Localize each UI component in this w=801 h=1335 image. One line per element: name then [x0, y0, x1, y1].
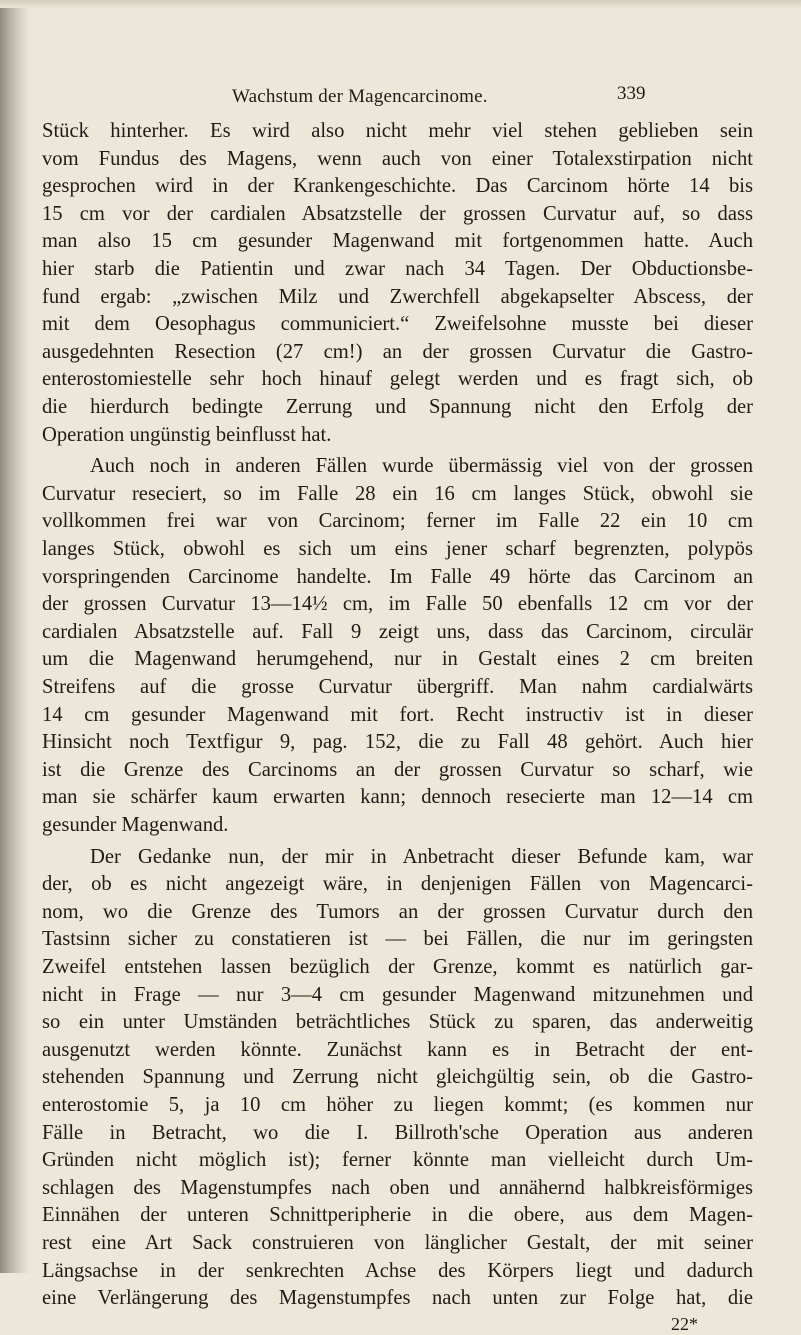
- text-line: nicht in Frage — nur 3—4 cm gesunder Magenwand mitzunehmen und: [42, 983, 753, 1006]
- text-line: 15 cm vor der cardialen Absatzstelle der grossen Curvatur auf, so dass: [42, 202, 753, 225]
- text-line: gesprochen wird in der Krankengeschichte. Das Carcinom hörte 14 bis: [42, 175, 753, 198]
- text-line: Tastsinn sicher zu constatieren ist — bei Fällen, die nur im geringsten: [42, 928, 753, 951]
- text-line: so ein unter Umständen beträchtliches Stück zu sparen, das anderweitig: [42, 1011, 753, 1034]
- text-line: Curvatur reseciert, so im Falle 28 ein 16 cm langes Stück, obwohl sie: [42, 482, 753, 505]
- text-line: ausgedehnten Resection (27 cm!) an der grossen Curvatur die Gastro-: [42, 340, 753, 363]
- text-line: Stück hinterher. Es wird also nicht mehr viel stehen geblieben sein: [42, 120, 753, 142]
- text-line: Auch noch in anderen Fällen wurde übermässig viel von der grossen: [90, 455, 753, 478]
- text-line: fund ergab: „zwischen Milz und Zwerchfell abgekapselter Abscess, der: [42, 285, 753, 308]
- text-line: man sie schärfer kaum erwarten kann; dennoch resecierte man 12—14 cm: [42, 786, 753, 809]
- text-line: man also 15 cm gesunder Magenwand mit fortgenommen hatte. Auch: [42, 230, 753, 253]
- text-line: 14 cm gesunder Magenwand mit fort. Recht instructiv ist in dieser: [42, 703, 753, 726]
- text-line: Streifens auf die grosse Curvatur übergriff. Man nahm cardialwärts: [42, 676, 753, 698]
- text-line: der grossen Curvatur 13—14½ cm, im Falle 50 ebenfalls 12 cm vor der: [42, 593, 753, 616]
- text-line: stehenden Spannung und Zerrung nicht gleichgültig sein, ob die Gastro-: [42, 1066, 753, 1089]
- running-title: Wachstum der Magencarcinome.: [232, 86, 488, 107]
- text-line: rest eine Art Sack construieren von länglicher Gestalt, der mit seiner: [42, 1232, 753, 1254]
- text-line: Hinsicht noch Textfigur 9, pag. 152, die zu Fall 48 gehört. Auch hier: [42, 731, 753, 754]
- text-line: vom Fundus des Magens, wenn auch von einer Totalexstirpation nicht: [42, 147, 753, 170]
- text-line: cardialen Absatzstelle auf. Fall 9 zeigt uns, dass das Carcinom, circulär: [42, 620, 753, 643]
- text-line: die hierdurch bedingte Zerrung und Spannung nicht den Erfolg der: [42, 396, 753, 418]
- page-number: 339: [617, 83, 646, 104]
- text-line: Operation ungünstig beinflusst hat.: [42, 423, 332, 446]
- text-line: mit dem Oesophagus communiciert.“ Zweifelsohne musste bei dieser: [42, 313, 753, 336]
- text-line: um die Magenwand herumgehend, nur in Gestalt eines 2 cm breiten: [42, 648, 753, 671]
- signature-mark: 22*: [671, 1313, 698, 1334]
- text-line: Der Gedanke nun, der mir in Anbetracht dieser Befunde kam, war: [90, 845, 753, 868]
- text-line: Fälle in Betracht, wo die I. Billroth'sche Operation aus anderen: [42, 1121, 753, 1144]
- text-line: eine Verlängerung des Magenstumpfes nach unten zur Folge hat, die: [42, 1287, 753, 1310]
- text-line: vorspringenden Carcinome handelte. Im Falle 49 hörte das Carcinom an: [42, 565, 753, 588]
- text-line: Zweifel entstehen lassen bezüglich der Grenze, kommt es natürlich gar-: [42, 956, 753, 978]
- text-line: langes Stück, obwohl es sich um eins jener scharf begrenzten, polypös: [42, 538, 753, 560]
- text-line: hier starb die Patientin und zwar nach 34 Tagen. Der Obductionsbe-: [42, 258, 753, 280]
- text-line: Gründen nicht möglich ist); ferner könnte man vielleicht durch Um-: [42, 1149, 753, 1172]
- text-line: enterostomiestelle sehr hoch hinauf gelegt werden und es fragt sich, ob: [42, 368, 753, 391]
- text-line: ist die Grenze des Carcinoms an der grossen Curvatur so scharf, wie: [42, 758, 753, 781]
- text-line: der, ob es nicht angezeigt wäre, in denjenigen Fällen von Magencarci-: [42, 873, 753, 896]
- text-line: gesunder Magenwand.: [42, 814, 229, 836]
- text-line: enterostomie 5, ja 10 cm höher zu liegen kommt; (es kommen nur: [42, 1094, 753, 1116]
- text-line: Einnähen der unteren Schnittperipherie in die obere, aus dem Magen-: [42, 1204, 753, 1227]
- text-line: ausgenutzt werden könnte. Zunächst kann es in Betracht der ent-: [42, 1038, 753, 1061]
- text-line: schlagen des Magenstumpfes nach oben und annähernd halbkreisförmiges: [42, 1176, 753, 1199]
- text-line: vollkommen frei war von Carcinom; ferner im Falle 22 ein 10 cm: [42, 510, 753, 533]
- text-line: nom, wo die Grenze des Tumors an der grossen Curvatur durch den: [42, 900, 753, 923]
- text-line: Längsachse in der senkrechten Achse des Körpers liegt und dadurch: [42, 1259, 753, 1282]
